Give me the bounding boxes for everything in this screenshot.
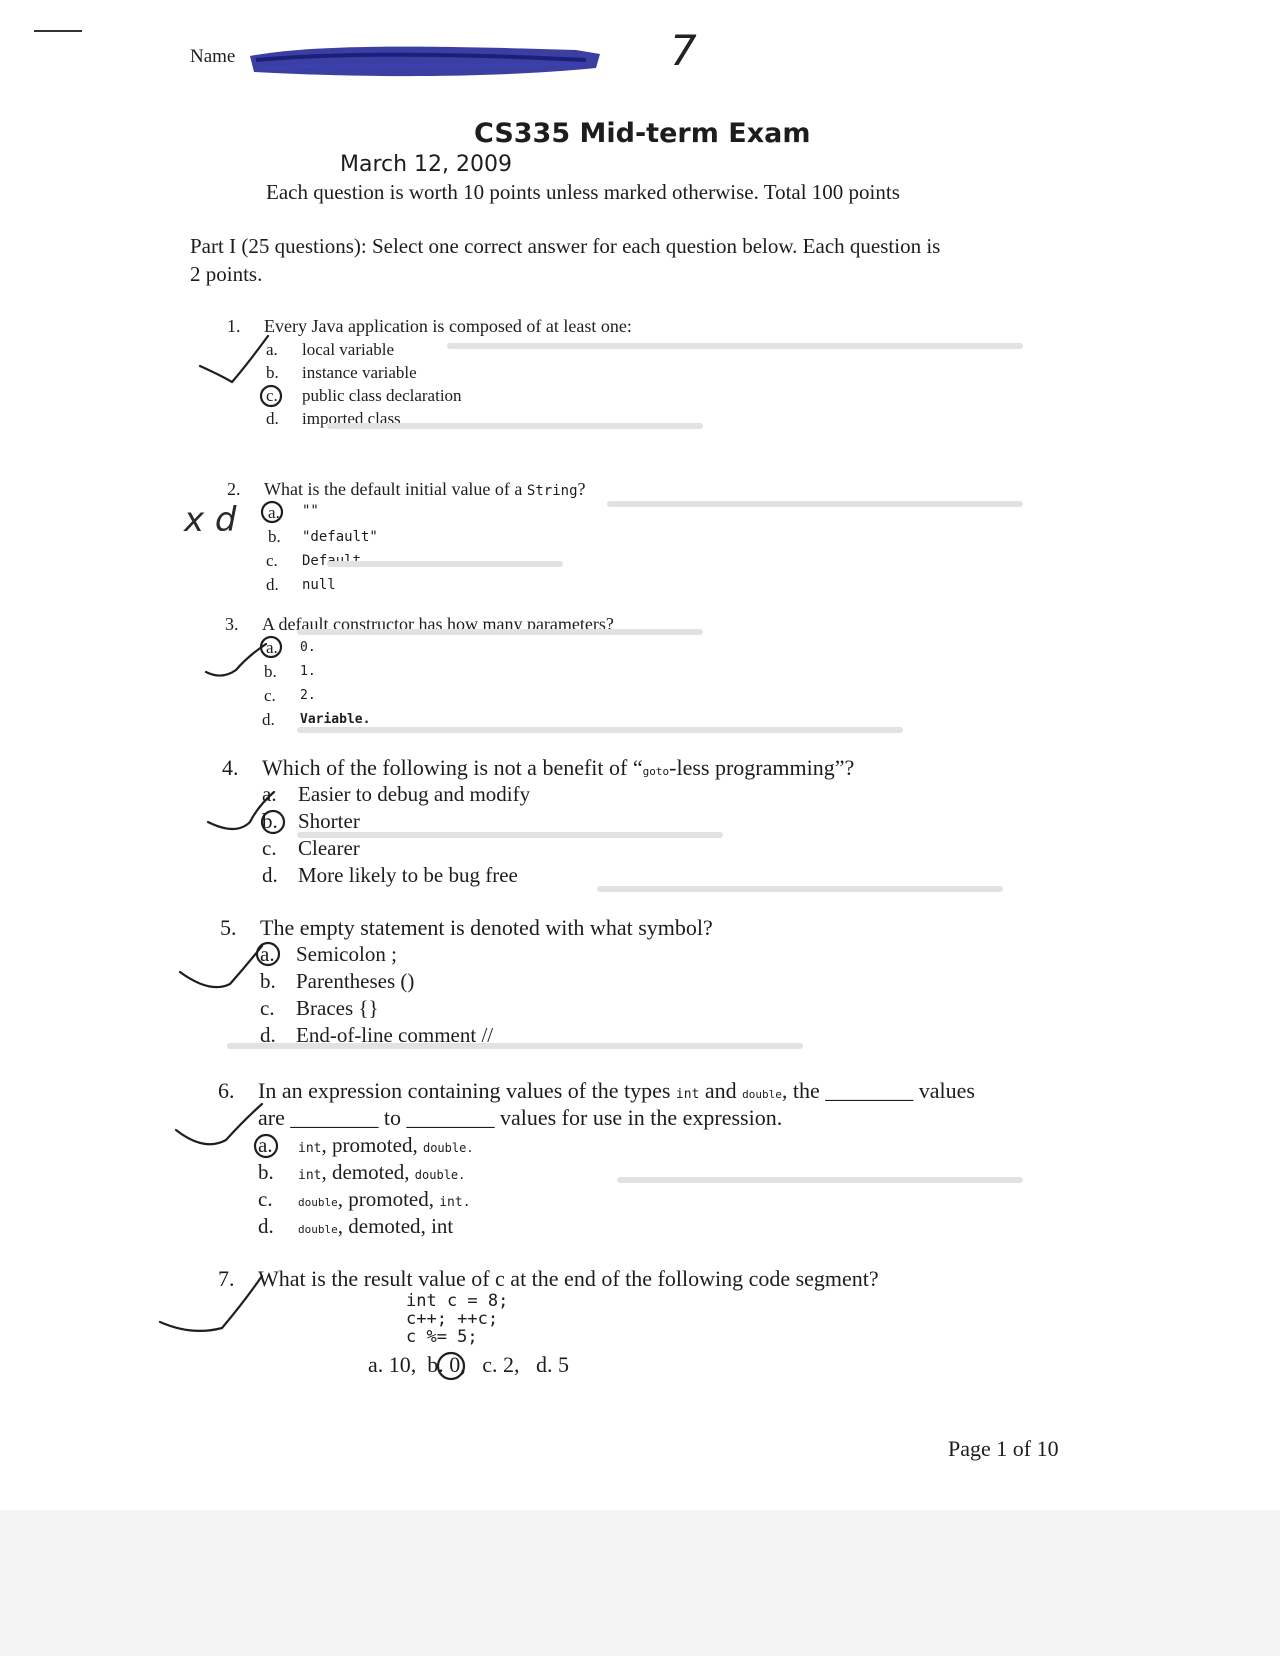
question-text: The empty statement is denoted with what symbol? <box>260 915 713 940</box>
option-text: null <box>302 577 336 593</box>
question-code: goto <box>642 765 670 778</box>
option-code: double. <box>422 1141 474 1155</box>
question-text: Every Java application is composed of at least one: <box>264 316 632 336</box>
question-text <box>258 1078 975 1104</box>
check-mark-q6 <box>176 1104 262 1144</box>
question-text-part: , the ________ values <box>781 1078 975 1103</box>
option-text: int, promoted, double. <box>298 1133 474 1157</box>
exam-date: March 12, 2009 <box>340 152 513 177</box>
option-text: Clearer <box>298 836 360 860</box>
option-text: instance variable <box>302 363 417 382</box>
option-letter: c. <box>260 996 275 1020</box>
option-word: demoted <box>348 1214 421 1238</box>
question-text-part: In an expression containing values of the types <box>258 1078 671 1103</box>
redacted-name <box>246 38 606 87</box>
option-code: double. <box>414 1168 466 1182</box>
handwritten-wrong-note: x d <box>184 500 237 540</box>
option-text: Variable. <box>300 712 371 727</box>
option-letter: c. <box>266 551 278 570</box>
scan-mark <box>34 30 82 32</box>
score-mark: 7 <box>670 26 697 75</box>
question-text-cont: are ________ to ________ values for use in the expression. <box>258 1105 783 1130</box>
part-intro-cont: 2 points. <box>190 262 263 286</box>
check-mark-q7 <box>160 1276 262 1331</box>
option-code: int <box>431 1214 454 1238</box>
question-text: What is the result value of c at the end of the following code segment? <box>258 1266 879 1291</box>
option-text: "" <box>302 503 319 519</box>
option-letter: d. <box>258 1214 274 1238</box>
option-text: imported class <box>302 409 401 428</box>
option-letter: b. <box>262 809 278 833</box>
option-text: More likely to be bug free <box>298 863 518 887</box>
question-number: 4. <box>222 755 239 780</box>
option-letter: c. <box>262 836 277 860</box>
option-code: int <box>298 1141 322 1156</box>
question-number: 5. <box>220 915 237 940</box>
exam-instructions: Each question is worth 10 points unless marked otherwise. Total 100 points <box>266 180 900 204</box>
option-letter: b. <box>266 363 279 382</box>
question-text-part: -less programming”? <box>669 755 855 780</box>
question-code: double <box>742 1088 782 1101</box>
question-number: 6. <box>218 1078 235 1103</box>
question-code: int <box>675 1087 700 1102</box>
option-text: 1. <box>300 664 316 679</box>
option-code: int <box>298 1168 322 1183</box>
option-letter: a. <box>266 638 278 657</box>
option-text: double, promoted, int. <box>298 1187 471 1211</box>
option-letter: a. <box>266 340 278 359</box>
option-word: promoted <box>348 1187 429 1211</box>
option-text: 2. <box>300 688 316 703</box>
question-code: String <box>526 483 578 499</box>
code-segment <box>406 1292 508 1346</box>
scan-bottom-margin <box>0 1510 1280 1656</box>
question-text-part: ? <box>577 479 586 499</box>
check-mark-q5 <box>180 946 262 987</box>
option-text: Braces {} <box>296 996 379 1020</box>
question-number: 7. <box>218 1266 235 1291</box>
answer-choices: a. 10, b. 0, c. 2, d. 5 <box>368 1352 570 1377</box>
exam-title: CS335 Mid-term Exam <box>474 118 811 149</box>
option-letter: c. <box>266 386 278 405</box>
page-number: Page 1 of 10 <box>948 1436 1059 1461</box>
option-word: promoted <box>331 1133 413 1157</box>
option-letter: c. <box>258 1187 273 1211</box>
option-word: demoted <box>331 1160 405 1184</box>
question-number: 3. <box>225 614 239 634</box>
option-letter: a. <box>258 1133 273 1157</box>
option-text: Semicolon ; <box>296 942 397 966</box>
option-text: Parentheses () <box>296 969 415 993</box>
part-intro: Part I (25 questions): Select one correct answer for each question below. Each question is <box>190 234 941 258</box>
option-text: Easier to debug and modify <box>298 782 531 806</box>
question-number: 1. <box>227 316 241 336</box>
question-number: 2. <box>227 479 241 499</box>
option-letter: d. <box>260 1023 276 1047</box>
question-text <box>264 479 586 500</box>
option-text: Default <box>302 553 362 569</box>
name-label: Name <box>190 46 236 67</box>
question-text-part: What is the default initial value of a <box>264 479 523 499</box>
option-text: public class declaration <box>302 386 462 405</box>
question-text-part: Which of the following is not a benefit of “ <box>262 755 643 780</box>
option-text: double, demoted, int <box>298 1214 454 1238</box>
question-text: A default constructor has how many parameters? <box>262 614 614 634</box>
option-text: Shorter <box>298 809 360 833</box>
option-letter: b. <box>260 969 276 993</box>
option-code: double <box>298 1196 338 1209</box>
option-letter: a. <box>262 782 277 806</box>
question-text <box>262 755 854 781</box>
option-letter: b. <box>264 662 277 681</box>
question-text-part: and <box>704 1078 737 1103</box>
option-code: double <box>298 1223 338 1236</box>
option-text: local variable <box>302 340 395 359</box>
option-text: 0. <box>300 640 316 655</box>
check-mark-q3 <box>206 644 266 676</box>
option-letter: d. <box>262 863 278 887</box>
option-letter: b. <box>258 1160 274 1184</box>
option-letter: c. <box>264 686 276 705</box>
code-line: c %= 5; <box>406 1327 478 1347</box>
option-text: int, demoted, double. <box>298 1160 466 1184</box>
option-letter: d. <box>266 409 279 428</box>
code-line: int c = 8; <box>406 1291 509 1311</box>
option-letter: d. <box>266 575 279 594</box>
option-letter: a. <box>260 942 275 966</box>
option-code: int. <box>439 1195 471 1210</box>
option-text: End-of-line comment // <box>296 1023 494 1047</box>
code-line: c++; ++c; <box>406 1309 499 1329</box>
option-letter: a. <box>268 503 280 522</box>
check-mark-q1 <box>200 336 268 382</box>
option-letter: d. <box>262 710 275 729</box>
option-letter: b. <box>268 527 281 546</box>
option-text: "default" <box>302 529 378 545</box>
